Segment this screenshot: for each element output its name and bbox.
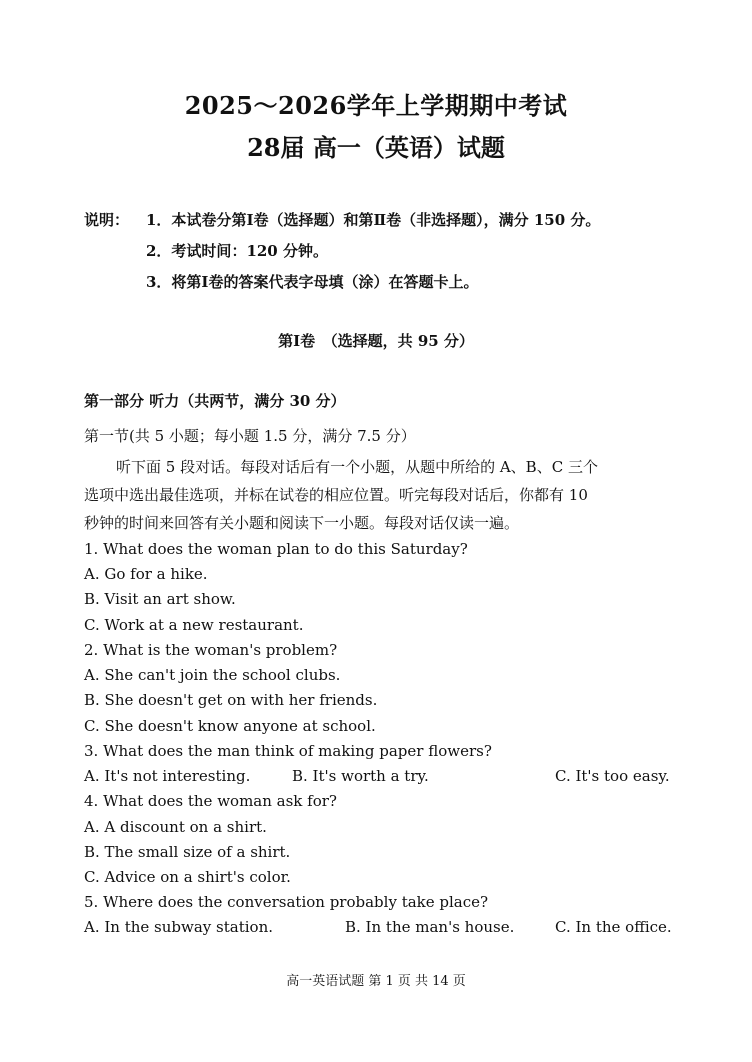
instruction-item: 1．本试卷分第Ⅰ卷（选择题）和第Ⅱ卷（非选择题），满分 150 分。 bbox=[146, 211, 601, 229]
answer-option: C. She doesn't know anyone at school. bbox=[84, 717, 376, 735]
question-stem: 4. What does the woman ask for? bbox=[84, 792, 337, 810]
answer-option: C. Work at a new restaurant. bbox=[84, 616, 304, 634]
exam-subtitle: 28届 高一（英语）试题 bbox=[247, 133, 505, 162]
question-stem: 5. Where does the conversation probably take place? bbox=[84, 893, 489, 911]
answer-option: A. It's not interesting. bbox=[84, 767, 251, 785]
section-heading: 第一节(共 5 小题；每小题 1.5 分，满分 7.5 分） bbox=[84, 427, 416, 445]
question-stem: 1. What does the woman plan to do this Saturday? bbox=[84, 540, 468, 558]
answer-option: B. Visit an art show. bbox=[84, 590, 236, 608]
directions-line: 听下面 5 段对话。每段对话后有一个小题，从题中所给的 A、B、C 三个 bbox=[116, 458, 598, 476]
answer-option: A. A discount on a shirt. bbox=[84, 818, 267, 836]
page-footer: 高一英语试题 第 1 页 共 14 页 bbox=[286, 974, 466, 989]
question-stem: 2. What is the woman's problem? bbox=[84, 641, 338, 659]
instructions-label: 说明： bbox=[84, 211, 130, 229]
answer-option: C. Advice on a shirt's color. bbox=[84, 868, 291, 886]
volume-heading: 第Ⅰ卷 （选择题，共 95 分） bbox=[278, 332, 474, 350]
answer-option: B. It's worth a try. bbox=[292, 767, 429, 785]
answer-option: A. Go for a hike. bbox=[84, 565, 208, 583]
answer-option: C. It's too easy. bbox=[555, 767, 670, 785]
answer-option: A. She can't join the school clubs. bbox=[84, 666, 341, 684]
instruction-item: 3．将第Ⅰ卷的答案代表字母填（涂）在答题卡上。 bbox=[146, 273, 479, 291]
answer-option: A. In the subway station. bbox=[84, 918, 273, 936]
question-stem: 3. What does the man think of making paper flowers? bbox=[84, 742, 492, 760]
instruction-item: 2．考试时间：120 分钟。 bbox=[146, 242, 328, 260]
part-heading: 第一部分 听力（共两节，满分 30 分） bbox=[84, 392, 346, 410]
answer-option: C. In the office. bbox=[555, 918, 672, 936]
answer-option: B. She doesn't get on with her friends. bbox=[84, 691, 378, 709]
answer-option: B. In the man's house. bbox=[345, 918, 515, 936]
answer-option: B. The small size of a shirt. bbox=[84, 843, 291, 861]
directions-line: 选项中选出最佳选项，并标在试卷的相应位置。听完每段对话后，你都有 10 bbox=[84, 486, 588, 504]
directions-line: 秒钟的时间来回答有关小题和阅读下一小题。每段对话仅读一遍。 bbox=[84, 514, 520, 532]
exam-title: 2025～2026学年上学期期中考试 bbox=[184, 91, 568, 120]
